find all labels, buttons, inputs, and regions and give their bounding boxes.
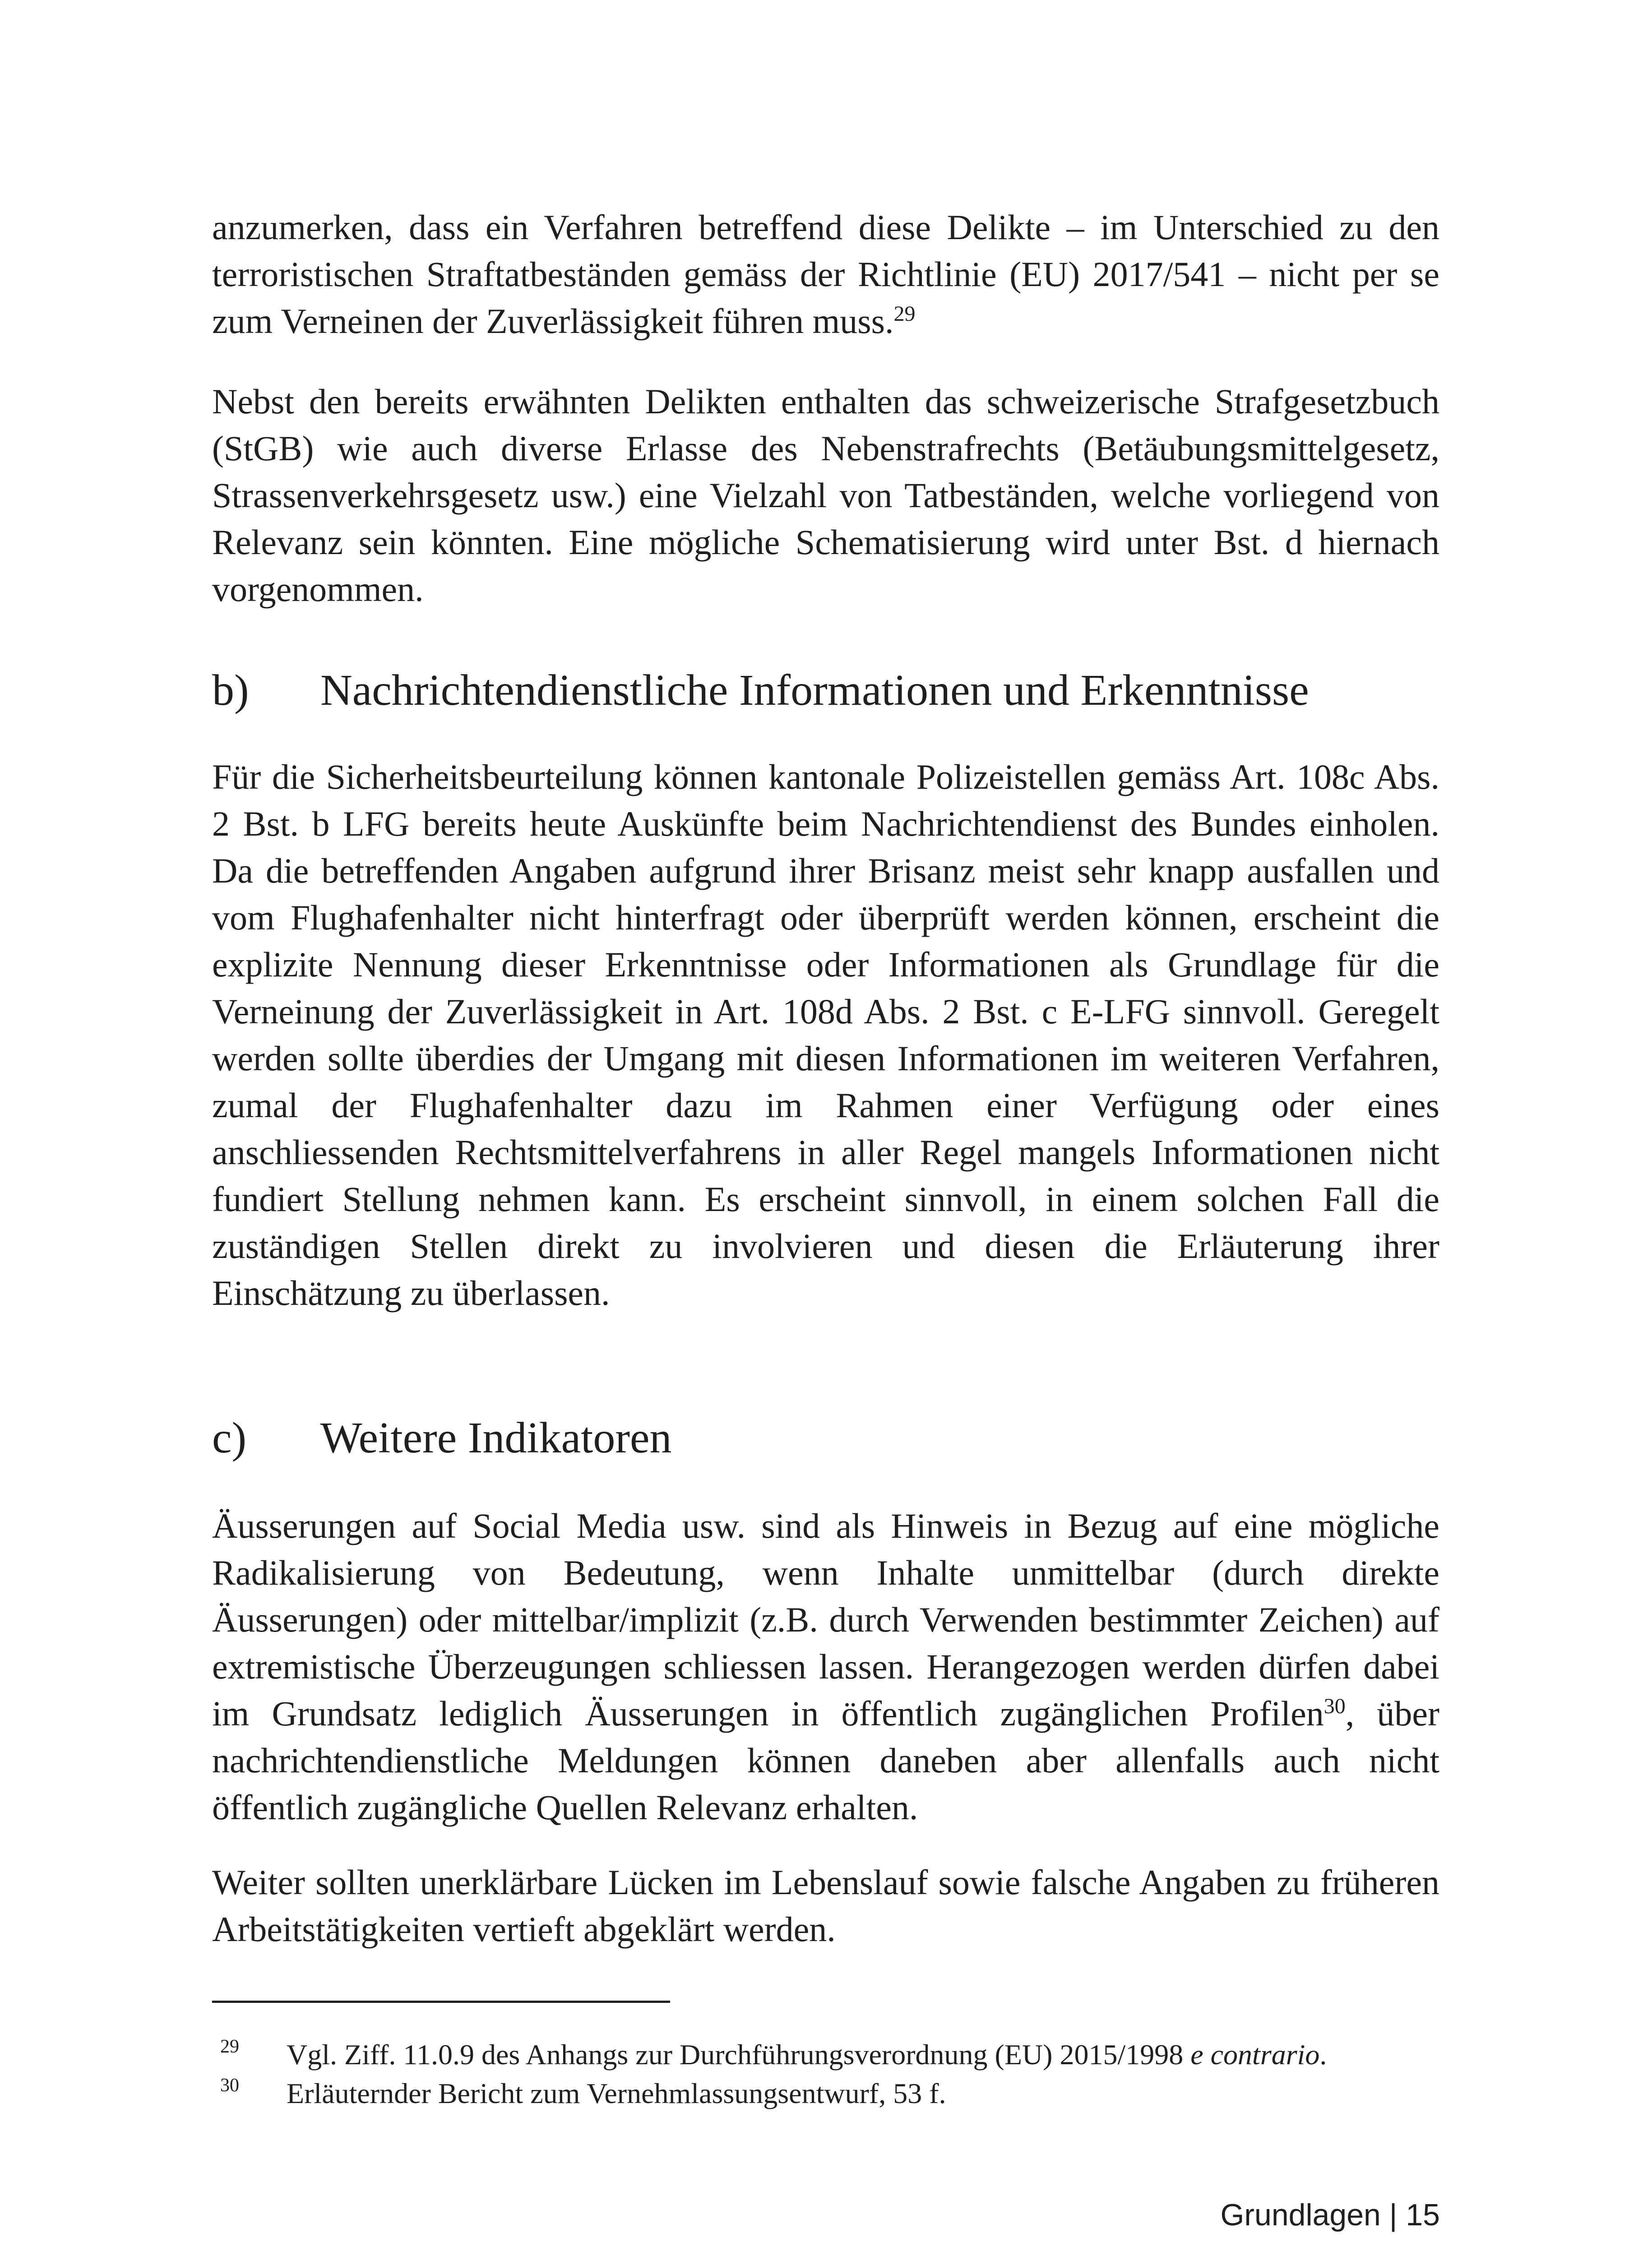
paragraph-1-text: anzumerken, dass ein Verfahren betreffend diese Delikte – im Unterschied zu den terroristischen Straftatbeständen gemäss der Richtlinie (EU) 2017/541 – nicht per se zum Verneinen der Zuverlässigkeit führen muss. <box>212 208 1439 341</box>
paragraph-4-text-a: Äusserungen auf Social Media usw. sind als Hinweis in Bezug auf eine mögliche Radikalisierung von Bedeutung, wenn Inhalte unmittelbar (durch direkte Äusserungen) oder mittelbar/implizit (z.B. durch Verwenden bestimmter Zeichen) auf extremistische Überzeugungen schliessen lassen. Herangezogen werden dürfen dabei im Grundsatz lediglich Äusserungen in öffentlich zugänglichen Profilen <box>212 1506 1439 1733</box>
section-title: Nachrichtendienstliche Informationen und Erkenntnisse <box>320 666 1309 715</box>
paragraph-2: Nebst den bereits erwähnten Delikten enthalten das schweizerische Strafgesetzbuch (StGB) wie auch diverse Erlasse des Nebenstrafrechts (Betäubungsmittelgesetz, Strassenverkehrsgesetz usw.) eine Vielzahl von Tatbeständen, welche vorliegend von Relevanz sein könnten. Eine mögliche Schematisierung wird unter Bst. d hiernach vorgenommen. <box>212 382 1439 609</box>
paragraph-4-text-b: , über nachrichtendienstliche Meldungen können daneben aber allenfalls auch nicht öffentlich zugängliche Quellen Relevanz erhalten. <box>212 1694 1439 1827</box>
page-footer <box>1221 2197 1440 2233</box>
footer-section: Grundlagen <box>1220 2198 1381 2232</box>
paragraph-4 <box>212 1502 1439 1831</box>
footnote-ref-29[interactable]: 29 <box>893 302 916 326</box>
paragraph-3: Für die Sicherheitsbeurteilung können kantonale Polizeistellen gemäss Art. 108c Abs. 2 Bst. b LFG bereits heute Auskünfte beim Nachrichtendienst des Bundes einholen. Da die betreffenden Angaben aufgrund ihrer Brisanz meist sehr knapp ausfallen und vom Flughafenhalter nicht hinterfragt oder überprüft werden können, erscheint die explizite Nennung dieser Erkenntnisse oder Informationen als Grundlage für die Verneinung der Zuverlässigkeit in Art. 108d Abs. 2 Bst. c E-LFG sinnvoll. Geregelt werden sollte überdies der Umgang mit diesen Informationen im weiteren Verfahren, zumal der Flughafenhalter dazu im Rahmen einer Verfügung oder eines anschliessenden Rechtsmittelverfahrens in aller Regel mangels Informationen nicht fundiert Stellung nehmen kann. Es erscheint sinnvoll, in einem solchen Fall die zuständigen Stellen direkt zu involvieren und diesen die Erläuterung ihrer Einschätzung zu überlassen. <box>212 757 1439 1313</box>
footer-separator: | <box>1389 2198 1397 2232</box>
paragraph-1 <box>212 204 1439 345</box>
page-number: 15 <box>1406 2198 1440 2232</box>
footnote-number: 29 <box>220 2036 239 2057</box>
footnote-text: Erläuternder Bericht zum Vernehmlassungsentwurf, 53 f. <box>287 2077 946 2109</box>
footnote-number: 30 <box>220 2075 239 2096</box>
section-title: Weitere Indikatoren <box>320 1414 672 1462</box>
section-number: c) <box>212 1414 247 1462</box>
footnote-text: Vgl. Ziff. 11.0.9 des Anhangs zur Durchführungsverordnung (EU) 2015/1998 e contrario. <box>287 2039 1327 2071</box>
footnote-separator <box>212 2001 670 2003</box>
section-number: b) <box>212 666 249 715</box>
paragraph-5: Weiter sollten unerklärbare Lücken im Lebenslauf sowie falsche Angaben zu früheren Arbeitstätigkeiten vertieft abgeklärt werden. <box>212 1863 1439 1949</box>
footnote-ref-30[interactable]: 30 <box>1323 1694 1346 1718</box>
